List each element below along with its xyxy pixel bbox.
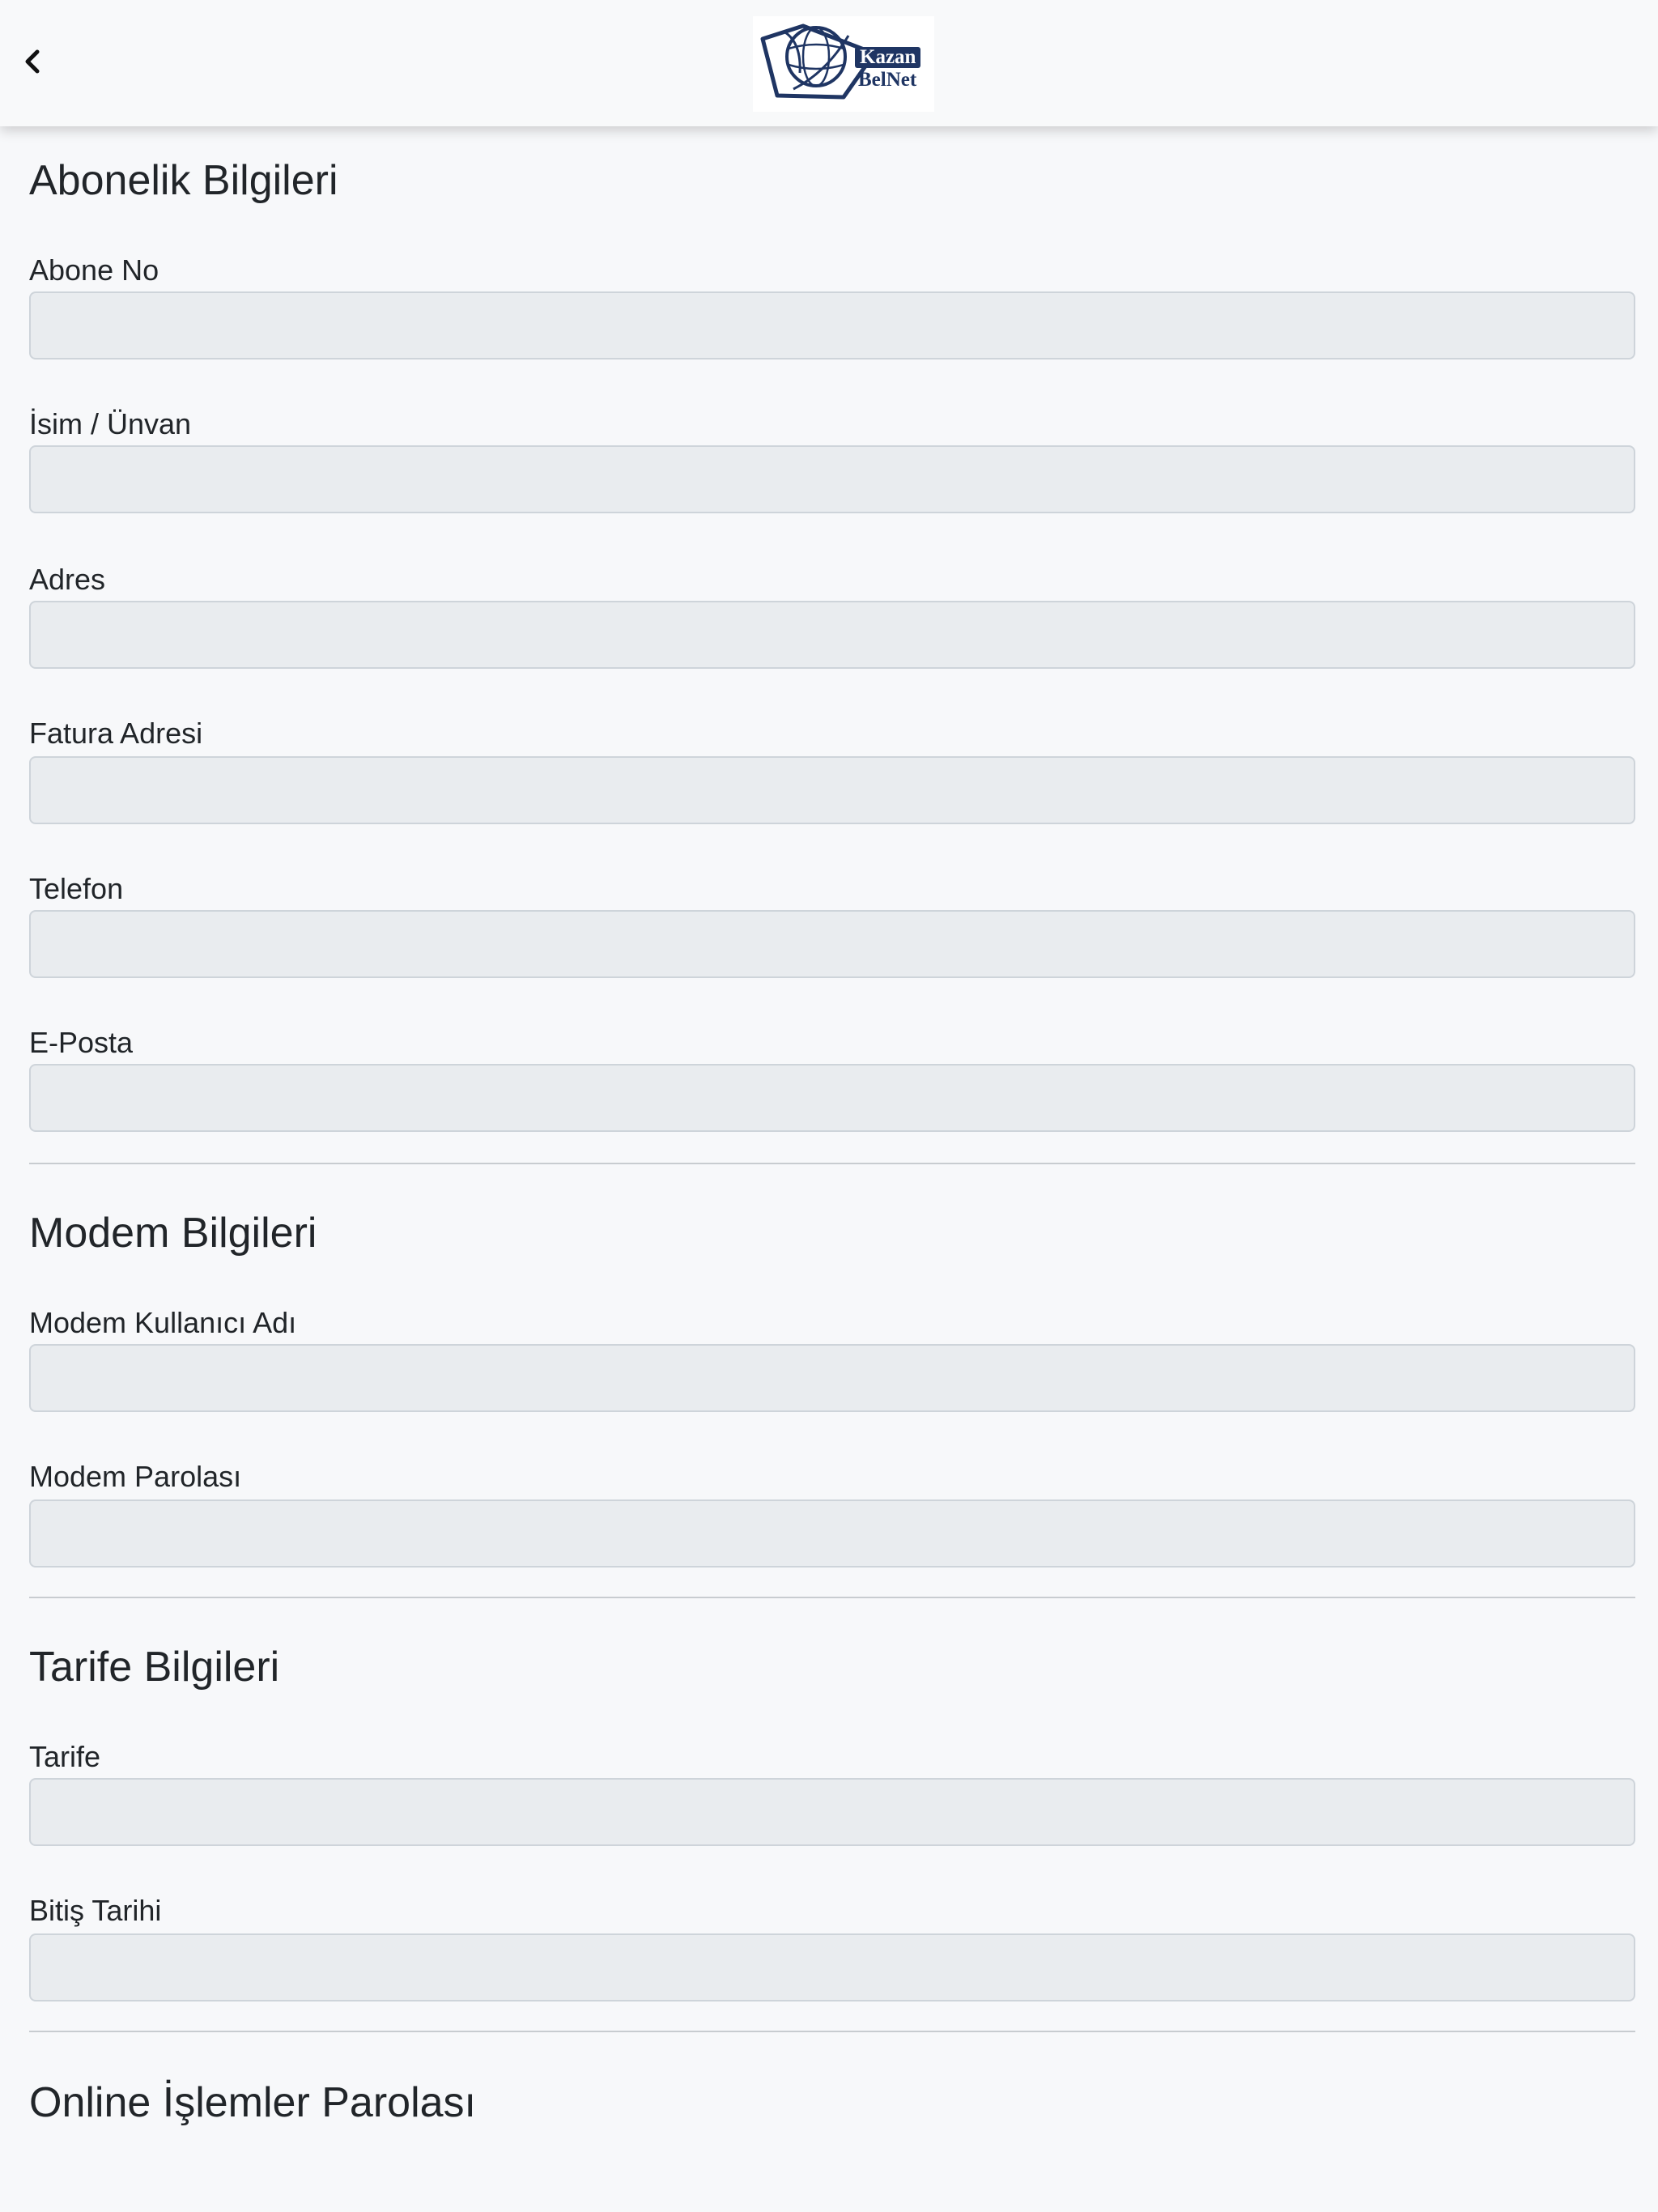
label-telefon: Telefon <box>29 872 124 905</box>
label-tarife: Tarife <box>29 1740 101 1773</box>
label-eposta: E-Posta <box>29 1026 134 1059</box>
logo-text-kazan: Kazan <box>855 47 920 68</box>
label-bitis-tarihi: Bitiş Tarihi <box>29 1894 162 1927</box>
section-title-online-islemler: Online İşlemler Parolası <box>29 2079 476 2126</box>
adres-input[interactable] <box>29 601 1635 669</box>
label-fatura-adresi: Fatura Adresi <box>29 717 203 750</box>
modem-kullanici-adi-input[interactable] <box>29 1344 1635 1412</box>
section-title-tarife: Tarife Bilgileri <box>29 1644 280 1691</box>
tarife-input[interactable] <box>29 1778 1635 1846</box>
abone-no-input[interactable] <box>29 291 1635 359</box>
label-adres: Adres <box>29 563 106 596</box>
section-divider <box>29 2031 1635 2032</box>
fatura-adresi-input[interactable] <box>29 756 1635 824</box>
chevron-left-icon <box>21 47 44 80</box>
section-divider <box>29 1163 1635 1164</box>
section-title-modem: Modem Bilgileri <box>29 1210 317 1257</box>
label-modem-kullanici-adi: Modem Kullanıcı Adı <box>29 1306 297 1339</box>
top-navbar <box>0 0 1658 126</box>
kazan-belnet-logo <box>753 16 934 112</box>
section-divider <box>29 1597 1635 1598</box>
label-modem-parolasi: Modem Parolası <box>29 1460 242 1493</box>
modem-parolasi-input[interactable] <box>29 1499 1635 1568</box>
back-button[interactable] <box>15 45 50 81</box>
bitis-tarihi-input[interactable] <box>29 1933 1635 2001</box>
isim-input[interactable] <box>29 445 1635 513</box>
label-isim: İsim / Ünvan <box>29 407 192 440</box>
section-title-abonelik: Abonelik Bilgileri <box>29 157 338 204</box>
eposta-input[interactable] <box>29 1064 1635 1132</box>
label-abone-no: Abone No <box>29 253 159 287</box>
logo-text-belnet: BelNet <box>858 69 917 91</box>
telefon-input[interactable] <box>29 910 1635 978</box>
